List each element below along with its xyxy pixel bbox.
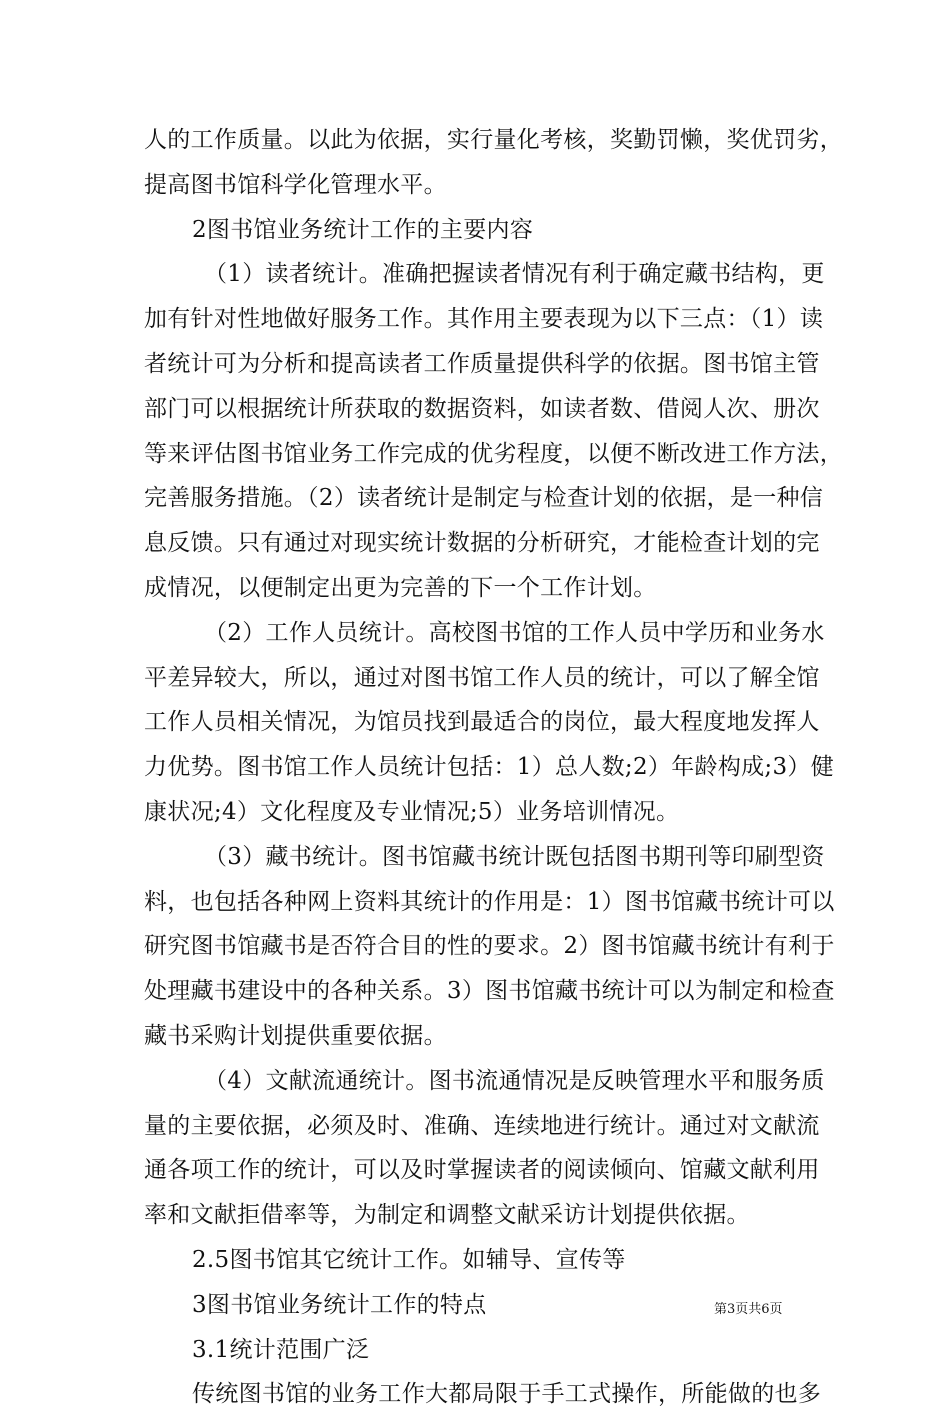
text-line: 康状况;4）文化程度及专业情况;5）业务培训情况。 [144, 798, 680, 825]
text-line: 3.1统计范围广泛 [192, 1336, 370, 1363]
text-line: （4）文献流通统计。图书流通情况是反映管理水平和服务质 [204, 1067, 825, 1094]
text-line: （2）工作人员统计。高校图书馆的工作人员中学历和业务水 [204, 619, 825, 646]
text-line: （1）读者统计。准确把握读者情况有利于确定藏书结构，更 [204, 261, 825, 288]
text-line: 3图书馆业务统计工作的特点 [192, 1291, 487, 1318]
document-body [144, 118, 843, 1417]
text-line: 工作人员相关情况，为馆员找到最适合的岗位，最大程度地发挥人 [144, 709, 820, 736]
text-line: 通各项工作的统计，可以及时掌握读者的阅读倾向、馆藏文献利用 [144, 1157, 820, 1184]
text-line: （3）藏书统计。图书馆藏书统计既包括图书期刊等印刷型资 [204, 843, 825, 870]
text-line: 2图书馆业务统计工作的主要内容 [192, 216, 534, 243]
text-line: 力优势。图书馆工作人员统计包括：1）总人数;2）年龄构成;3）健 [144, 754, 834, 781]
text-line: 研究图书馆藏书是否符合目的性的要求。2）图书馆藏书统计有利于 [144, 933, 835, 960]
text-line: 料，也包括各种网上资料其统计的作用是：1）图书馆藏书统计可以 [144, 888, 835, 915]
text-line: 处理藏书建设中的各种关系。3）图书馆藏书统计可以为制定和检查 [144, 978, 835, 1005]
text-line: 平差异较大，所以，通过对图书馆工作人员的统计，可以了解全馆 [144, 664, 820, 691]
text-line: 部门可以根据统计所获取的数据资料，如读者数、借阅人次、册次 [144, 395, 820, 422]
text-line: 成情况，以便制定出更为完善的下一个工作计划。 [144, 574, 657, 601]
text-line: 率和文献拒借率等，为制定和调整文献采访计划提供依据。 [144, 1202, 750, 1229]
text-line: 完善服务措施。（2）读者统计是制定与检查计划的依据，是一种信 [144, 485, 824, 512]
page-number-footer: 第3页共6页 [714, 1302, 783, 1317]
text-line: 者统计可为分析和提高读者工作质量提供科学的依据。图书馆主管 [144, 350, 820, 377]
text-line: 传统图书馆的业务工作大都局限于手工式操作，所能做的也多 [192, 1381, 822, 1408]
text-line: 藏书采购计划提供重要依据。 [144, 1022, 447, 1049]
text-line: 息反馈。只有通过对现实统计数据的分析研究，才能检查计划的完 [144, 530, 820, 557]
text-line: 加有针对性地做好服务工作。其作用主要表现为以下三点：（1）读 [144, 306, 824, 333]
text-line: 等来评估图书馆业务工作完成的优劣程度，以便不断改进工作方法， [144, 440, 843, 467]
text-line: 提高图书馆科学化管理水平。 [144, 171, 447, 198]
text-line: 量的主要依据，必须及时、准确、连续地进行统计。通过对文献流 [144, 1112, 820, 1139]
text-line: 2.5图书馆其它统计工作。如辅导、宣传等 [192, 1246, 626, 1273]
text-line: 人的工作质量。以此为依据，实行量化考核，奖勤罚懒，奖优罚劣， [144, 127, 843, 153]
